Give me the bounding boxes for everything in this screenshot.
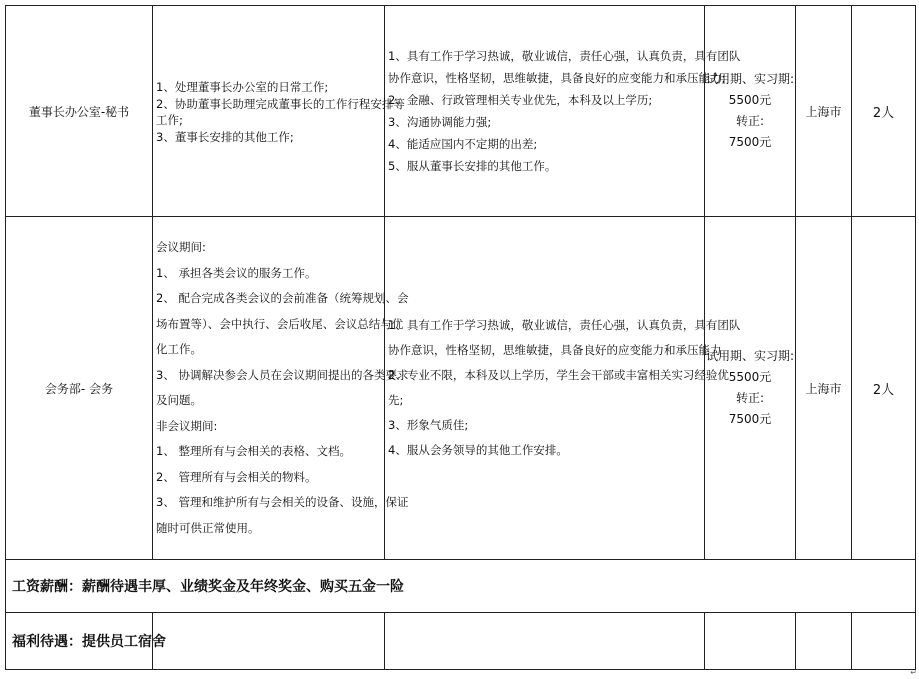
salary-cell: [705, 217, 796, 560]
position-cell: [6, 6, 153, 217]
position-cell: [6, 217, 153, 560]
duty-line: 场布置等）、会中执行、会后收尾、会议总结与优: [156, 316, 404, 331]
salary-line: 7500元: [728, 135, 772, 149]
requirements-cell: [385, 6, 741, 217]
headcount: 2人: [872, 105, 895, 121]
duty-line: 及问题。: [156, 393, 202, 407]
compensation-cell: [6, 560, 916, 613]
requirement-line: 协作意识，性格坚韧，思维敏捷，具备良好的应变能力和承压能力: [388, 343, 722, 357]
empty-cell: [385, 613, 705, 670]
salary-line: 转正:: [735, 391, 765, 405]
empty-cell: [796, 613, 852, 670]
duty-line: 2、协助董事长助理完成董事长的工作行程安排等: [156, 96, 405, 111]
requirement-line: 5、服从董事长安排的其他工作。: [388, 159, 557, 173]
duties-cell: [153, 217, 409, 560]
duties-list: [156, 77, 405, 145]
salary-line: 5500元: [728, 370, 772, 384]
duty-line: 1、处理董事长办公室的日常工作;: [156, 80, 329, 94]
duty-line: 1、 承担各类会议的服务工作。: [156, 265, 317, 280]
duty-line: 3、 协调解决参会人员在会议期间提出的各类要求: [156, 367, 409, 382]
location-cell: [796, 217, 852, 560]
headcount-cell: [852, 6, 916, 217]
requirement-line: 3、沟通协调能力强;: [388, 115, 492, 129]
position-name: 董事长办公室-秘书: [28, 104, 130, 119]
location: 上海市: [805, 381, 842, 396]
recruitment-table: [5, 5, 916, 670]
duty-line: 1、 整理所有与会相关的表格、文档。: [156, 444, 351, 458]
duty-line: 随时可供正常使用。: [156, 520, 260, 535]
headcount: 2人: [872, 382, 895, 398]
requirement-line: 1、具有工作于学习热诚，敬业诚信，责任心强，认真负责，具有团队: [388, 318, 741, 332]
requirements-cell: [385, 217, 741, 560]
duty-line: 会议期间:: [156, 240, 206, 254]
table-row-secretary: [6, 6, 916, 217]
headcount-cell: [852, 217, 916, 560]
salary-line: 试用期、实习期:: [705, 72, 795, 86]
duty-line: 非会议期间:: [156, 418, 218, 433]
requirement-line: 1、具有工作于学习热诚，敬业诚信，责任心强，认真负责，具有团队: [388, 49, 741, 63]
compensation-text: 工资薪酬：薪酬待遇丰厚、业绩奖金及年终奖金、购买五金一险: [12, 579, 404, 595]
location: 上海市: [805, 104, 842, 119]
duty-line: 3、董事长安排的其他工作;: [156, 129, 294, 144]
requirements-list: [388, 45, 741, 177]
requirement-line: 先;: [388, 393, 404, 407]
salary-line: 5500元: [728, 93, 772, 107]
requirement-line: 4、能适应国内不定期的出差;: [388, 137, 538, 151]
requirement-line: 4、服从会务领导的其他工作安排。: [388, 443, 568, 457]
table-row-benefits: [6, 613, 916, 670]
duties-list: [156, 235, 409, 541]
requirement-line: 2、金融、行政管理相关专业优先，本科及以上学历;: [388, 93, 653, 107]
salary-line: 试用期、实习期:: [705, 349, 795, 363]
table-row-compensation: [6, 560, 916, 613]
salary-cell: [705, 6, 796, 217]
benefits-text: 福利待遇：提供员工宿舍: [12, 634, 166, 650]
benefits-cell: [6, 613, 166, 670]
requirement-line: 2、专业不限，本科及以上学历，学生会干部或丰富相关实习经验优: [388, 368, 729, 382]
duties-cell: [153, 6, 405, 217]
salary-line: 7500元: [728, 412, 772, 426]
duty-line: 2、 管理所有与会相关的物料。: [156, 469, 317, 484]
duty-line: 工作;: [156, 113, 183, 127]
location-cell: [796, 6, 852, 217]
requirements-list: [388, 313, 741, 463]
duty-line: 3、 管理和维护所有与会相关的设备、设施，保证: [156, 495, 409, 509]
requirement-line: 3、形象气质佳;: [388, 418, 469, 432]
position-name: 会务部- 会务: [44, 381, 114, 396]
empty-cell: [705, 613, 796, 670]
salary-line: 转正:: [735, 114, 765, 128]
duty-line: 化工作。: [156, 342, 202, 356]
empty-cell: [153, 613, 385, 670]
empty-cell: [852, 613, 916, 670]
table-row-conference: [6, 217, 916, 560]
duty-line: 2、 配合完成各类会议的会前准备（统筹规划、会: [156, 291, 409, 305]
requirement-line: 协作意识，性格坚韧，思维敏捷，具备良好的应变能力和承压能力;: [388, 71, 726, 85]
return-mark-icon: ↵: [910, 668, 917, 677]
